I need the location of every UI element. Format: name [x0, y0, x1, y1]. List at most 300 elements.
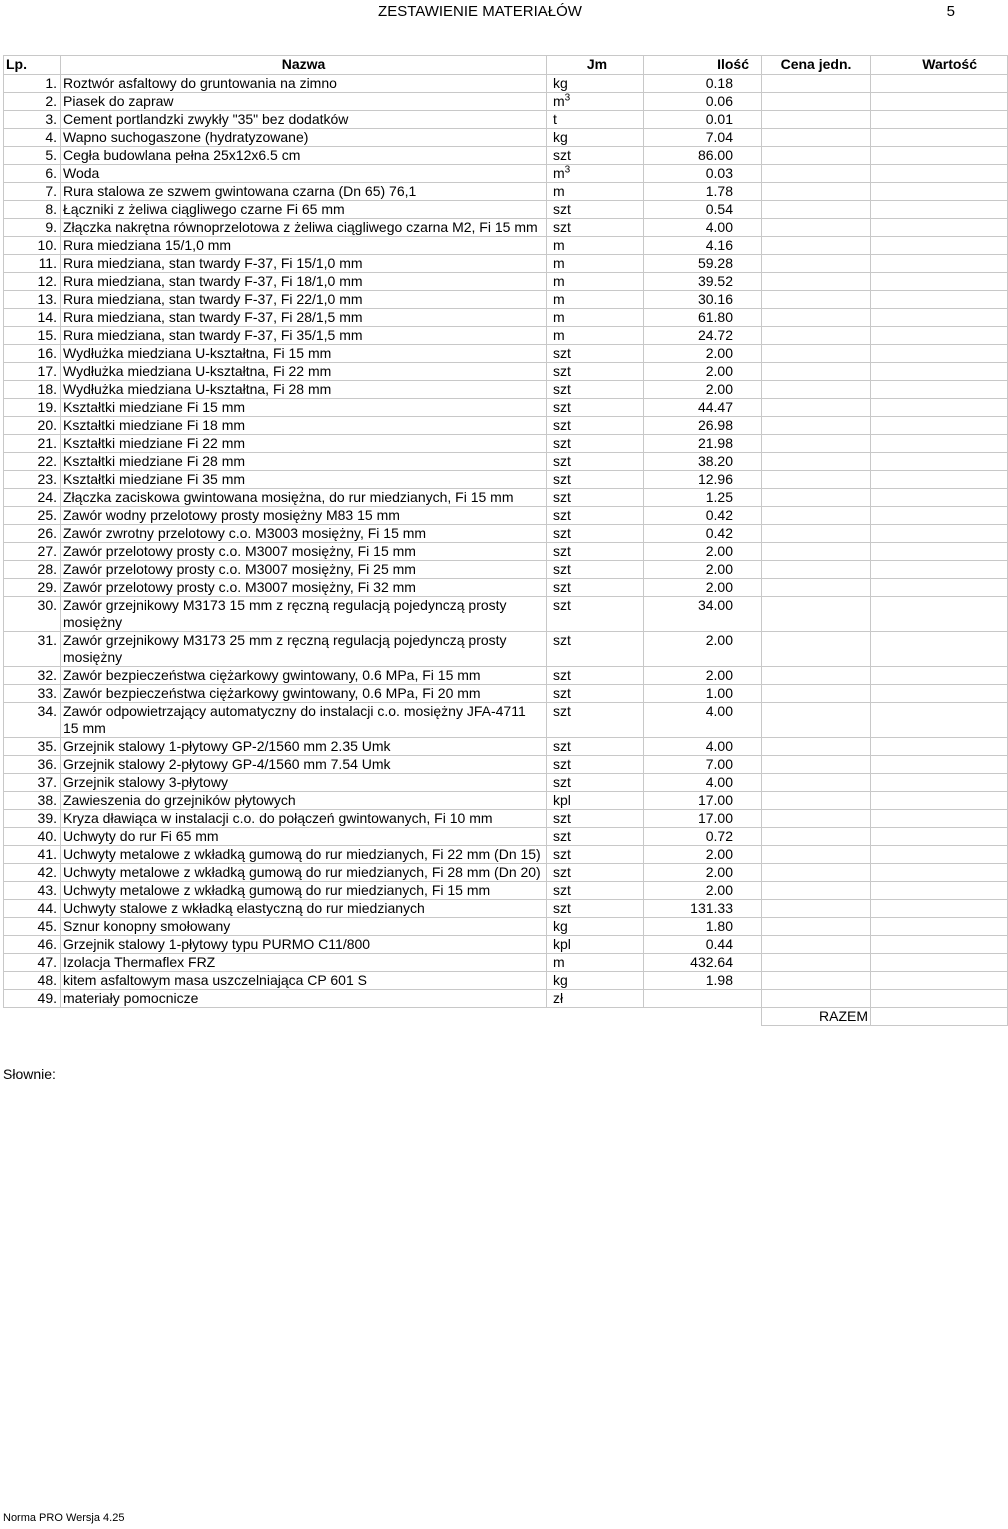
- row-lp: 3.: [4, 111, 61, 129]
- row-lp: 25.: [4, 507, 61, 525]
- row-nazwa: Rura miedziana 15/1,0 mm: [61, 237, 547, 255]
- table-row: [4, 363, 1008, 381]
- row-ilosc: 59.28: [644, 255, 762, 273]
- table-row: [4, 453, 1008, 471]
- row-lp: 29.: [4, 579, 61, 597]
- row-ilosc: 4.00: [644, 774, 762, 792]
- row-nazwa: Zawór przelotowy prosty c.o. M3007 mosiężny, Fi 32 mm: [61, 579, 547, 597]
- row-nazwa: Zawór grzejnikowy M3173 25 mm z ręczną regulacją pojedynczą prosty mosiężny: [61, 632, 547, 667]
- row-cena: [762, 703, 871, 738]
- row-nazwa: Uchwyty do rur Fi 65 mm: [61, 828, 547, 846]
- row-lp: 43.: [4, 882, 61, 900]
- table-row: [4, 111, 1008, 129]
- row-lp: 27.: [4, 543, 61, 561]
- row-jm: szt: [547, 453, 644, 471]
- row-nazwa: Wydłużka miedziana U-kształtna, Fi 28 mm: [61, 381, 547, 399]
- row-cena: [762, 291, 871, 309]
- row-lp: 33.: [4, 685, 61, 703]
- row-nazwa: Rura miedziana, stan twardy F-37, Fi 28/1,5 mm: [61, 309, 547, 327]
- table-row: [4, 345, 1008, 363]
- row-cena: [762, 774, 871, 792]
- row-lp: 31.: [4, 632, 61, 667]
- row-nazwa: Grzejnik stalowy 2-płytowy GP-4/1560 mm 7.54 Umk: [61, 756, 547, 774]
- row-ilosc: 131.33: [644, 900, 762, 918]
- row-nazwa: Sznur konopny smołowany: [61, 918, 547, 936]
- row-cena: [762, 165, 871, 183]
- row-ilosc: 24.72: [644, 327, 762, 345]
- row-wartosc: [871, 828, 1008, 846]
- row-lp: 28.: [4, 561, 61, 579]
- table-row: [4, 273, 1008, 291]
- row-ilosc: 1.25: [644, 489, 762, 507]
- row-cena: [762, 936, 871, 954]
- row-ilosc: 2.00: [644, 846, 762, 864]
- row-jm: szt: [547, 435, 644, 453]
- row-jm: szt: [547, 597, 644, 632]
- row-jm: $m^3$: [547, 165, 644, 183]
- row-wartosc: [871, 129, 1008, 147]
- row-ilosc: 21.98: [644, 435, 762, 453]
- row-wartosc: [871, 399, 1008, 417]
- document-title: ZESTAWIENIE MATERIAŁÓW: [378, 3, 582, 20]
- row-jm: m: [547, 183, 644, 201]
- row-ilosc: 1.00: [644, 685, 762, 703]
- row-cena: [762, 810, 871, 828]
- row-lp: 7.: [4, 183, 61, 201]
- table-row: [4, 255, 1008, 273]
- row-ilosc: 2.00: [644, 381, 762, 399]
- row-lp: 42.: [4, 864, 61, 882]
- row-cena: [762, 183, 871, 201]
- row-wartosc: [871, 918, 1008, 936]
- row-cena: [762, 363, 871, 381]
- row-wartosc: [871, 381, 1008, 399]
- page-number: 5: [946, 3, 955, 20]
- row-nazwa: Rura miedziana, stan twardy F-37, Fi 35/1,5 mm: [61, 327, 547, 345]
- row-nazwa: Zawieszenia do grzejników płytowych: [61, 792, 547, 810]
- row-cena: [762, 738, 871, 756]
- row-nazwa: Kształtki miedziane Fi 18 mm: [61, 417, 547, 435]
- row-jm: m: [547, 255, 644, 273]
- table-row: [4, 147, 1008, 165]
- row-nazwa: Uchwyty metalowe z wkładką gumową do rur miedzianych, Fi 22 mm (Dn 15): [61, 846, 547, 864]
- row-jm: m: [547, 309, 644, 327]
- words-label: Słownie:: [3, 1066, 56, 1082]
- row-wartosc: [871, 237, 1008, 255]
- table-row: [4, 882, 1008, 900]
- row-lp: 46.: [4, 936, 61, 954]
- row-cena: [762, 667, 871, 685]
- row-nazwa: Piasek do zapraw: [61, 93, 547, 111]
- row-jm: $m^3$: [547, 93, 644, 111]
- row-cena: [762, 900, 871, 918]
- row-ilosc: 0.06: [644, 93, 762, 111]
- row-cena: [762, 507, 871, 525]
- total-value: [871, 1008, 1008, 1026]
- row-nazwa: Rura miedziana, stan twardy F-37, Fi 22/1,0 mm: [61, 291, 547, 309]
- row-cena: [762, 381, 871, 399]
- row-jm: kg: [547, 972, 644, 990]
- table-row: [4, 774, 1008, 792]
- row-cena: [762, 201, 871, 219]
- table-row: [4, 632, 1008, 667]
- table-row: [4, 900, 1008, 918]
- row-ilosc: 30.16: [644, 291, 762, 309]
- row-nazwa: Złączka zaciskowa gwintowana mosiężna, do rur miedzianych, Fi 15 mm: [61, 489, 547, 507]
- row-cena: [762, 972, 871, 990]
- row-nazwa: Zawór wodny przelotowy prosty mosiężny M83 15 mm: [61, 507, 547, 525]
- row-nazwa: Kryza dławiąca w instalacji c.o. do połączeń gwintowanych, Fi 10 mm: [61, 810, 547, 828]
- row-jm: m: [547, 291, 644, 309]
- col-header-jm: Jm: [547, 56, 644, 75]
- row-cena: [762, 255, 871, 273]
- row-wartosc: [871, 435, 1008, 453]
- row-lp: 2.: [4, 93, 61, 111]
- row-nazwa: Grzejnik stalowy 1-płytowy GP-2/1560 mm 2.35 Umk: [61, 738, 547, 756]
- row-jm: szt: [547, 201, 644, 219]
- row-cena: [762, 327, 871, 345]
- row-wartosc: [871, 417, 1008, 435]
- row-nazwa: Uchwyty metalowe z wkładką gumową do rur miedzianych, Fi 15 mm: [61, 882, 547, 900]
- row-nazwa: Grzejnik stalowy 3-płytowy: [61, 774, 547, 792]
- row-cena: [762, 990, 871, 1008]
- row-jm: szt: [547, 471, 644, 489]
- row-jm: szt: [547, 774, 644, 792]
- table-row: [4, 309, 1008, 327]
- row-ilosc: 34.00: [644, 597, 762, 632]
- row-nazwa: Kształtki miedziane Fi 22 mm: [61, 435, 547, 453]
- row-ilosc: 1.98: [644, 972, 762, 990]
- row-wartosc: [871, 273, 1008, 291]
- row-ilosc: 2.00: [644, 543, 762, 561]
- row-jm: szt: [547, 543, 644, 561]
- row-lp: 20.: [4, 417, 61, 435]
- row-wartosc: [871, 685, 1008, 703]
- row-wartosc: [871, 111, 1008, 129]
- row-ilosc: 38.20: [644, 453, 762, 471]
- row-jm: zł: [547, 990, 644, 1008]
- col-header-lp: Lp.: [4, 56, 61, 75]
- row-wartosc: [871, 900, 1008, 918]
- row-jm: szt: [547, 756, 644, 774]
- row-lp: 14.: [4, 309, 61, 327]
- row-lp: 11.: [4, 255, 61, 273]
- row-cena: [762, 561, 871, 579]
- row-lp: 34.: [4, 703, 61, 738]
- row-jm: szt: [547, 667, 644, 685]
- row-nazwa: Izolacja Thermaflex FRZ: [61, 954, 547, 972]
- row-nazwa: Kształtki miedziane Fi 15 mm: [61, 399, 547, 417]
- row-cena: [762, 756, 871, 774]
- table-row: [4, 75, 1008, 93]
- table-row: [4, 703, 1008, 738]
- row-lp: 18.: [4, 381, 61, 399]
- row-lp: 5.: [4, 147, 61, 165]
- row-wartosc: [871, 75, 1008, 93]
- table-row: [4, 435, 1008, 453]
- row-wartosc: [871, 864, 1008, 882]
- row-lp: 47.: [4, 954, 61, 972]
- row-wartosc: [871, 471, 1008, 489]
- row-nazwa: Zawór bezpieczeństwa ciężarkowy gwintowany, 0.6 MPa, Fi 20 mm: [61, 685, 547, 703]
- total-label: RAZEM: [762, 1008, 871, 1026]
- row-ilosc: 432.64: [644, 954, 762, 972]
- row-cena: [762, 846, 871, 864]
- row-wartosc: [871, 954, 1008, 972]
- row-wartosc: [871, 810, 1008, 828]
- row-ilosc: 0.03: [644, 165, 762, 183]
- row-ilosc: 0.72: [644, 828, 762, 846]
- row-cena: [762, 543, 871, 561]
- row-ilosc: 2.00: [644, 882, 762, 900]
- row-jm: t: [547, 111, 644, 129]
- row-lp: 36.: [4, 756, 61, 774]
- row-ilosc: [644, 990, 762, 1008]
- row-lp: 4.: [4, 129, 61, 147]
- row-jm: szt: [547, 846, 644, 864]
- row-cena: [762, 489, 871, 507]
- row-jm: szt: [547, 632, 644, 667]
- row-nazwa: Rura miedziana, stan twardy F-37, Fi 15/1,0 mm: [61, 255, 547, 273]
- table-row: [4, 792, 1008, 810]
- row-jm: szt: [547, 219, 644, 237]
- row-cena: [762, 954, 871, 972]
- row-cena: [762, 453, 871, 471]
- row-nazwa: Zawór grzejnikowy M3173 15 mm z ręczną regulacją pojedynczą prosty mosiężny: [61, 597, 547, 632]
- row-lp: 24.: [4, 489, 61, 507]
- row-wartosc: [871, 792, 1008, 810]
- row-wartosc: [871, 774, 1008, 792]
- row-jm: szt: [547, 810, 644, 828]
- row-cena: [762, 435, 871, 453]
- row-cena: [762, 417, 871, 435]
- table-row: [4, 219, 1008, 237]
- row-wartosc: [871, 453, 1008, 471]
- row-cena: [762, 792, 871, 810]
- table-row: [4, 543, 1008, 561]
- table-row: [4, 399, 1008, 417]
- row-nazwa: Wapno suchogaszone (hydratyzowane): [61, 129, 547, 147]
- row-jm: m: [547, 954, 644, 972]
- row-nazwa: Zawór przelotowy prosty c.o. M3007 mosiężny, Fi 25 mm: [61, 561, 547, 579]
- row-jm: szt: [547, 864, 644, 882]
- row-nazwa: Woda: [61, 165, 547, 183]
- row-ilosc: 1.78: [644, 183, 762, 201]
- row-nazwa: Kształtki miedziane Fi 35 mm: [61, 471, 547, 489]
- row-nazwa: Cement portlandzki zwykły "35" bez dodatków: [61, 111, 547, 129]
- row-jm: szt: [547, 417, 644, 435]
- row-jm: kg: [547, 129, 644, 147]
- row-ilosc: 0.44: [644, 936, 762, 954]
- row-ilosc: 1.80: [644, 918, 762, 936]
- row-ilosc: 0.54: [644, 201, 762, 219]
- table-row: [4, 489, 1008, 507]
- row-ilosc: 4.16: [644, 237, 762, 255]
- table-row: [4, 756, 1008, 774]
- table-header-row: [4, 56, 1008, 75]
- row-lp: 15.: [4, 327, 61, 345]
- row-nazwa: Roztwór asfaltowy do gruntowania na zimno: [61, 75, 547, 93]
- row-ilosc: 86.00: [644, 147, 762, 165]
- row-ilosc: 0.18: [644, 75, 762, 93]
- col-header-wartosc: Wartość: [871, 56, 1008, 75]
- row-wartosc: [871, 667, 1008, 685]
- row-cena: [762, 345, 871, 363]
- table-row: [4, 525, 1008, 543]
- row-lp: 39.: [4, 810, 61, 828]
- row-wartosc: [871, 291, 1008, 309]
- row-jm: szt: [547, 900, 644, 918]
- row-jm: szt: [547, 399, 644, 417]
- table-row: [4, 738, 1008, 756]
- table-row: [4, 936, 1008, 954]
- row-lp: 35.: [4, 738, 61, 756]
- row-nazwa: Kształtki miedziane Fi 28 mm: [61, 453, 547, 471]
- row-lp: 48.: [4, 972, 61, 990]
- row-wartosc: [871, 489, 1008, 507]
- table-row: [4, 810, 1008, 828]
- row-lp: 12.: [4, 273, 61, 291]
- row-lp: 26.: [4, 525, 61, 543]
- footer-version: Norma PRO Wersja 4.25: [3, 1512, 125, 1524]
- row-wartosc: [871, 703, 1008, 738]
- row-ilosc: 44.47: [644, 399, 762, 417]
- table-row: [4, 507, 1008, 525]
- row-ilosc: 2.00: [644, 632, 762, 667]
- row-cena: [762, 828, 871, 846]
- row-nazwa: kitem asfaltowym masa uszczelniająca CP 601 S: [61, 972, 547, 990]
- row-ilosc: 2.00: [644, 667, 762, 685]
- row-wartosc: [871, 93, 1008, 111]
- unit-exponent: 3: [564, 92, 571, 104]
- table-row: [4, 846, 1008, 864]
- row-wartosc: [871, 219, 1008, 237]
- row-wartosc: [871, 561, 1008, 579]
- row-wartosc: [871, 507, 1008, 525]
- row-lp: 49.: [4, 990, 61, 1008]
- row-cena: [762, 147, 871, 165]
- row-wartosc: [871, 543, 1008, 561]
- row-cena: [762, 309, 871, 327]
- row-cena: [762, 685, 871, 703]
- row-wartosc: [871, 165, 1008, 183]
- row-wartosc: [871, 882, 1008, 900]
- row-ilosc: 2.00: [644, 579, 762, 597]
- row-cena: [762, 525, 871, 543]
- row-jm: m: [547, 273, 644, 291]
- row-jm: szt: [547, 363, 644, 381]
- row-wartosc: [871, 525, 1008, 543]
- table-row: [4, 237, 1008, 255]
- row-lp: 22.: [4, 453, 61, 471]
- row-cena: [762, 237, 871, 255]
- row-lp: 40.: [4, 828, 61, 846]
- row-cena: [762, 399, 871, 417]
- table-row: [4, 864, 1008, 882]
- row-jm: kpl: [547, 936, 644, 954]
- row-jm: szt: [547, 507, 644, 525]
- row-lp: 6.: [4, 165, 61, 183]
- row-wartosc: [871, 309, 1008, 327]
- row-ilosc: 2.00: [644, 561, 762, 579]
- row-lp: 10.: [4, 237, 61, 255]
- row-nazwa: Cegła budowlana pełna 25x12x6.5 cm: [61, 147, 547, 165]
- row-lp: 1.: [4, 75, 61, 93]
- row-jm: szt: [547, 579, 644, 597]
- unit-exponent: 3: [564, 164, 571, 176]
- row-jm: szt: [547, 703, 644, 738]
- table-row: [4, 561, 1008, 579]
- row-jm: szt: [547, 345, 644, 363]
- row-jm: szt: [547, 685, 644, 703]
- row-lp: 21.: [4, 435, 61, 453]
- row-jm: szt: [547, 147, 644, 165]
- table-row: [4, 972, 1008, 990]
- row-nazwa: Wydłużka miedziana U-kształtna, Fi 15 mm: [61, 345, 547, 363]
- row-nazwa: Łączniki z żeliwa ciągliwego czarne Fi 65 mm: [61, 201, 547, 219]
- col-header-cena: Cena jedn.: [762, 56, 871, 75]
- row-wartosc: [871, 756, 1008, 774]
- row-lp: 17.: [4, 363, 61, 381]
- row-cena: [762, 75, 871, 93]
- row-jm: szt: [547, 381, 644, 399]
- row-nazwa: Rura stalowa ze szwem gwintowana czarna (Dn 65) 76,1: [61, 183, 547, 201]
- row-cena: [762, 882, 871, 900]
- row-ilosc: 0.01: [644, 111, 762, 129]
- row-nazwa: materiały pomocnicze: [61, 990, 547, 1008]
- row-wartosc: [871, 579, 1008, 597]
- row-lp: 16.: [4, 345, 61, 363]
- row-ilosc: 26.98: [644, 417, 762, 435]
- row-jm: szt: [547, 738, 644, 756]
- row-cena: [762, 579, 871, 597]
- row-jm: kg: [547, 75, 644, 93]
- table-row: [4, 129, 1008, 147]
- row-ilosc: 17.00: [644, 810, 762, 828]
- row-nazwa: Uchwyty stalowe z wkładką elastyczną do rur miedzianych: [61, 900, 547, 918]
- row-wartosc: [871, 632, 1008, 667]
- table-row: [4, 381, 1008, 399]
- row-wartosc: [871, 201, 1008, 219]
- row-ilosc: 4.00: [644, 738, 762, 756]
- row-lp: 23.: [4, 471, 61, 489]
- row-ilosc: 12.96: [644, 471, 762, 489]
- row-wartosc: [871, 345, 1008, 363]
- row-lp: 41.: [4, 846, 61, 864]
- row-cena: [762, 864, 871, 882]
- row-wartosc: [871, 936, 1008, 954]
- row-wartosc: [871, 255, 1008, 273]
- row-jm: szt: [547, 489, 644, 507]
- table-row: [4, 291, 1008, 309]
- row-wartosc: [871, 738, 1008, 756]
- row-jm: szt: [547, 525, 644, 543]
- row-jm: m: [547, 327, 644, 345]
- table-row: [4, 93, 1008, 111]
- row-wartosc: [871, 183, 1008, 201]
- table-row: [4, 471, 1008, 489]
- table-row: [4, 918, 1008, 936]
- row-jm: kpl: [547, 792, 644, 810]
- table-row: [4, 685, 1008, 703]
- row-ilosc: 2.00: [644, 345, 762, 363]
- row-wartosc: [871, 327, 1008, 345]
- col-header-nazwa: Nazwa: [61, 56, 547, 75]
- row-lp: 45.: [4, 918, 61, 936]
- col-header-ilosc: Ilość: [644, 56, 762, 75]
- row-ilosc: 0.42: [644, 507, 762, 525]
- row-cena: [762, 93, 871, 111]
